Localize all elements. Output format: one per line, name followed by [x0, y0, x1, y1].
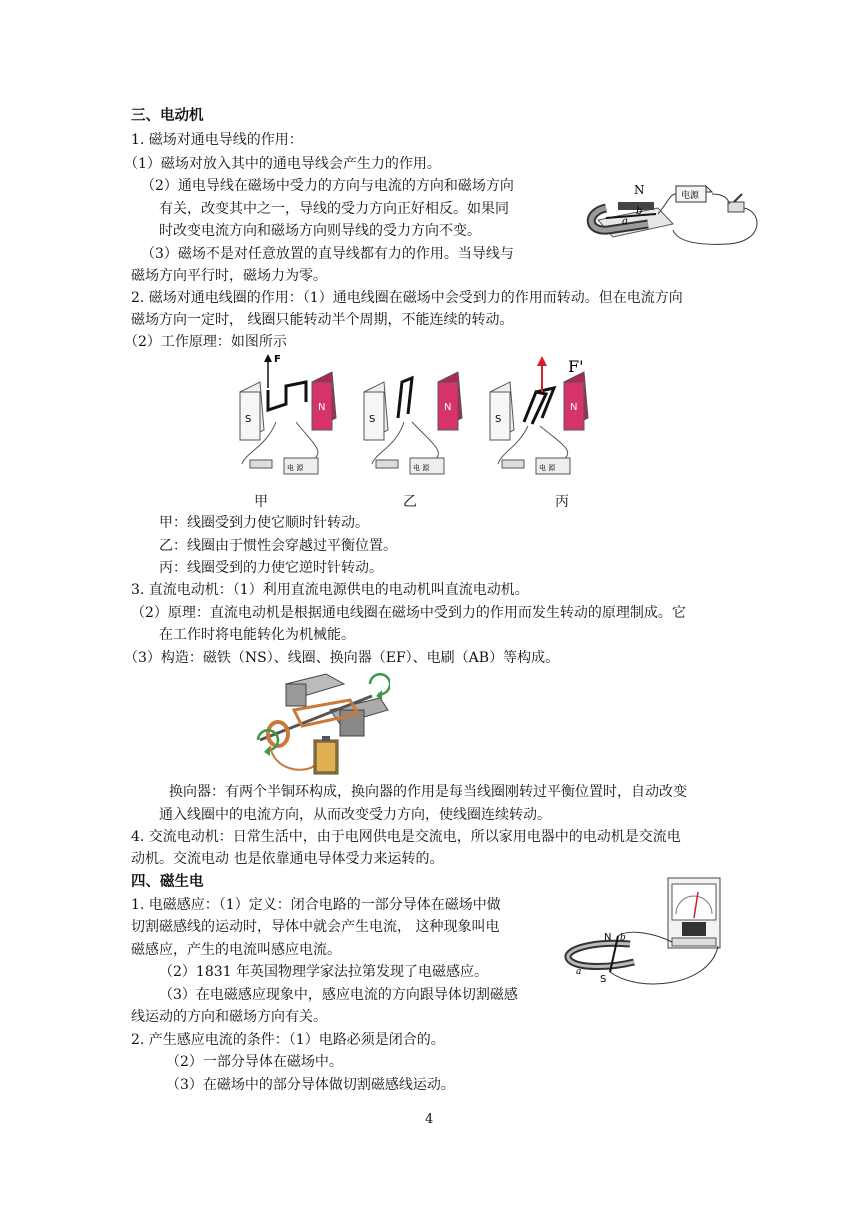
motor-stage-jia — [240, 354, 336, 474]
induct-label-b: b — [620, 933, 626, 943]
paragraph: （3）构造：磁铁（NS）、线圈、换向器（EF）、电刷（AB）等构成。 — [124, 650, 560, 666]
paragraph: 时改变电流方向和磁场方向则导线的受力方向不变。 — [159, 223, 481, 239]
paragraph: 1. 磁场对通电导线的作用： — [131, 132, 303, 148]
paragraph: 线运动的方向和磁场方向有关。 — [131, 1009, 327, 1025]
paragraph: （2）1831 年英国物理学家法拉第发现了电磁感应。 — [159, 964, 488, 980]
stage1-power-label: 电 源 — [287, 464, 304, 472]
paragraph: （1）磁场对放入其中的通电导线会产生力的作用。 — [124, 156, 441, 172]
paragraph: 3. 直流电动机：（1）利用直流电源供电的电动机叫直流电动机。 — [131, 582, 529, 598]
induct-label-S: S — [600, 974, 607, 985]
caption-yi: 乙 — [403, 494, 417, 510]
paragraph: （3）在磁场中的部分导体做切割磁感线运动。 — [166, 1077, 455, 1093]
motor-stages-figure — [236, 352, 596, 487]
paragraph: 4. 交流电动机：日常生活中，由于电网供电是交流电，所以家用电器中的电动机是交流电 — [131, 829, 681, 845]
dc-motor-structure-figure — [240, 670, 390, 780]
stage2-power-label: 电 源 — [413, 464, 430, 472]
paragraph: 换向器：有两个半铜环构成，换向器的作用是每当线圈刚转过平衡位置时，自动改变 — [169, 784, 687, 800]
section-heading-induction: 四、磁生电 — [131, 874, 204, 890]
stage2-label-S: S — [369, 414, 376, 425]
paragraph: 磁场方向平行时，磁场力为零。 — [131, 268, 327, 284]
paragraph: 甲：线圈受到力使它顺时针转动。 — [159, 515, 369, 531]
paragraph: 通入线圈中的电流方向，从而改变受力方向，使线圈连续转动。 — [159, 807, 551, 823]
induction-figure — [560, 874, 740, 994]
paragraph: （3）磁场不是对任意放置的直导线都有力的作用。当导线与 — [141, 246, 514, 262]
paragraph: （2）一部分导体在磁场中。 — [166, 1054, 343, 1070]
stage1-label-F: F — [274, 354, 281, 365]
paragraph: （2）原理：直流电动机是根据通电线圈在磁场中受到力的作用而发生转动的原理制成。它 — [131, 605, 686, 621]
paragraph: 丙：线圈受到的力使它逆时针转动。 — [159, 560, 383, 576]
paragraph: 1. 电磁感应：（1）定义：闭合电路的一部分导体在磁场中做 — [131, 897, 501, 913]
induct-label-N: N — [604, 932, 612, 943]
paragraph: 2. 产生感应电流的条件：（1）电路必须是闭合的。 — [131, 1032, 445, 1048]
paragraph: 在工作时将电能转化为机械能。 — [159, 627, 355, 643]
motor-stage-yi — [364, 372, 462, 474]
paragraph: 磁感应，产生的电流叫感应电流。 — [131, 942, 341, 958]
page-number: 4 — [425, 1112, 434, 1127]
section-heading-motor: 三、电动机 — [131, 108, 204, 124]
caption-bing: 丙 — [555, 494, 569, 510]
paragraph: （2）通电导线在磁场中受力的方向与电流的方向和磁场方向 — [141, 178, 514, 194]
paragraph: 2. 磁场对通电线圈的作用：（1）通电线圈在磁场中会受到力的作用而转动。但在电流方向 — [131, 290, 683, 306]
caption-jia: 甲 — [254, 494, 268, 510]
force-on-wire-figure — [578, 172, 768, 267]
stage3-power-label: 电 源 — [539, 464, 556, 472]
fig1-label-a: a — [622, 216, 628, 227]
stage2-label-N: N — [444, 402, 452, 413]
paragraph: 切割磁感线的运动时，导体中就会产生电流， 这种现象叫电 — [131, 919, 500, 935]
paragraph: （3）在电磁感应现象中，感应电流的方向跟导体切割磁感 — [159, 987, 518, 1003]
stage3-label-S: S — [495, 414, 502, 425]
stage3-label-N: N — [570, 402, 578, 413]
paragraph: 动机。交流电动 也是依靠通电导体受力来运转的。 — [131, 851, 444, 867]
fig1-label-N: N — [634, 183, 645, 197]
fig1-label-b: b — [636, 206, 643, 217]
stage3-label-F2: F' — [568, 357, 584, 376]
paragraph: 有关，改变其中之一，导线的受力方向正好相反。如果同 — [159, 201, 509, 217]
stage1-label-S: S — [245, 414, 252, 425]
motor-stage-bing — [490, 356, 588, 474]
paragraph: 磁场方向一定时， 线圈只能转动半个周期，不能连续的转动。 — [131, 312, 514, 328]
paragraph: （2）工作原理：如图所示 — [124, 334, 287, 350]
fig1-power-label: 电源 — [681, 191, 700, 201]
stage1-label-N: N — [318, 402, 326, 413]
paragraph: 乙：线圈由于惯性会穿越过平衡位置。 — [159, 538, 397, 554]
induct-label-a: a — [576, 967, 582, 977]
